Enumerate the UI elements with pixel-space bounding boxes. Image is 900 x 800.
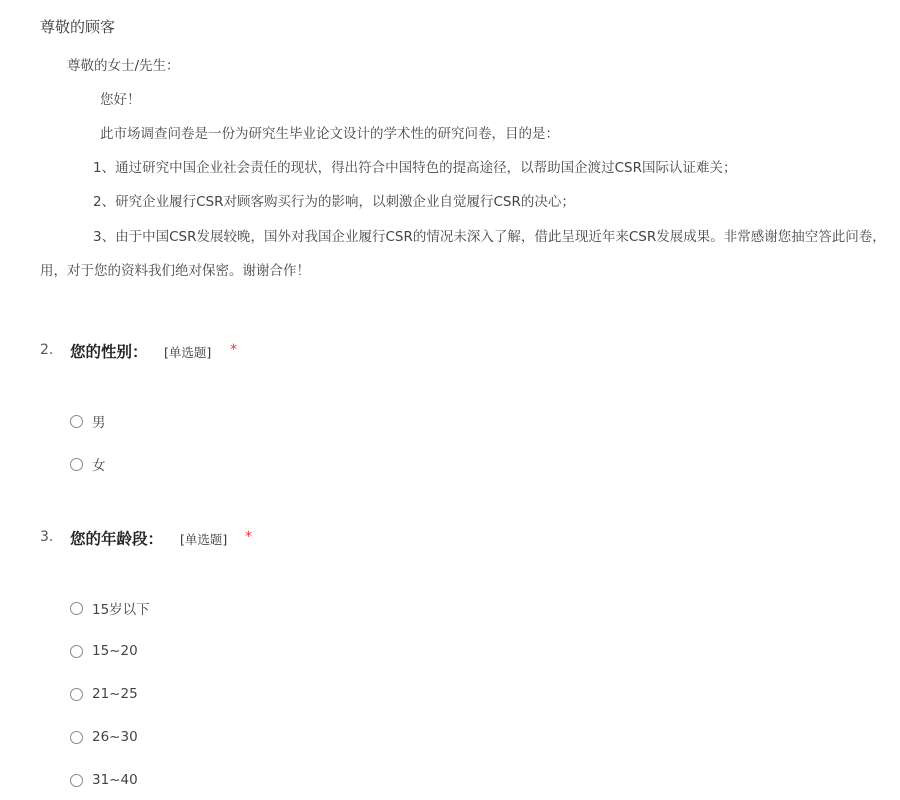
option-age-15-20[interactable] <box>70 640 138 662</box>
option-label: 男 <box>92 415 106 431</box>
radio-button[interactable] <box>70 731 83 744</box>
question-number: 3. <box>40 529 54 545</box>
option-label: 15岁以下 <box>92 602 150 618</box>
radio-button[interactable] <box>70 458 83 471</box>
option-age-26-30[interactable] <box>70 726 138 748</box>
radio-button[interactable] <box>70 774 83 787</box>
radio-button[interactable] <box>70 688 83 701</box>
option-label: 31~40 <box>92 772 138 788</box>
option-label: 女 <box>92 458 106 474</box>
radio-button[interactable] <box>70 415 83 428</box>
radio-button[interactable] <box>70 645 83 658</box>
question-header <box>40 527 900 551</box>
required-mark: * <box>245 529 252 545</box>
option-gender-male[interactable] <box>70 410 106 432</box>
question-age <box>40 527 900 788</box>
option-age-31-40[interactable] <box>70 769 138 791</box>
question-gender <box>40 340 900 474</box>
radio-button[interactable] <box>70 602 83 615</box>
option-age-under-15[interactable] <box>70 597 150 619</box>
survey-title: 尊敬的顾客 <box>40 18 116 36</box>
intro-item-3: 3、由于中国CSR发展较晚，国外对我国企业履行CSR的情况未深入了解，借此呈现近年来CSR发展成果。非常感谢您抽空答此问卷， <box>93 229 886 245</box>
intro-hello: 您好！ <box>100 92 141 108</box>
required-mark: * <box>230 342 237 358</box>
intro-continuation: 用，对于您的资料我们绝对保密。谢谢合作！ <box>40 263 310 279</box>
question-type-label: [单选题] <box>180 532 228 547</box>
option-age-21-25[interactable] <box>70 683 138 705</box>
question-number: 2. <box>40 342 54 358</box>
option-label: 15~20 <box>92 643 138 659</box>
option-gender-female[interactable] <box>70 453 106 475</box>
intro-item-2: 2、研究企业履行CSR对顾客购买行为的影响，以刺激企业自觉履行CSR的决心； <box>93 194 575 210</box>
question-header <box>40 340 900 364</box>
intro-purpose: 此市场调查问卷是一份为研究生毕业论文设计的学术性的研究问卷，目的是： <box>100 126 559 142</box>
option-label: 26~30 <box>92 729 138 745</box>
intro-greeting: 尊敬的女士/先生： <box>67 58 180 74</box>
question-title: 您的年龄段： <box>70 530 164 548</box>
question-title: 您的性别： <box>70 343 148 361</box>
option-label: 21~25 <box>92 686 138 702</box>
question-type-label: [单选题] <box>164 345 212 360</box>
intro-item-1: 1、通过研究中国企业社会责任的现状，得出符合中国特色的提高途径，以帮助国企渡过CSR国际认证难关； <box>93 160 737 176</box>
